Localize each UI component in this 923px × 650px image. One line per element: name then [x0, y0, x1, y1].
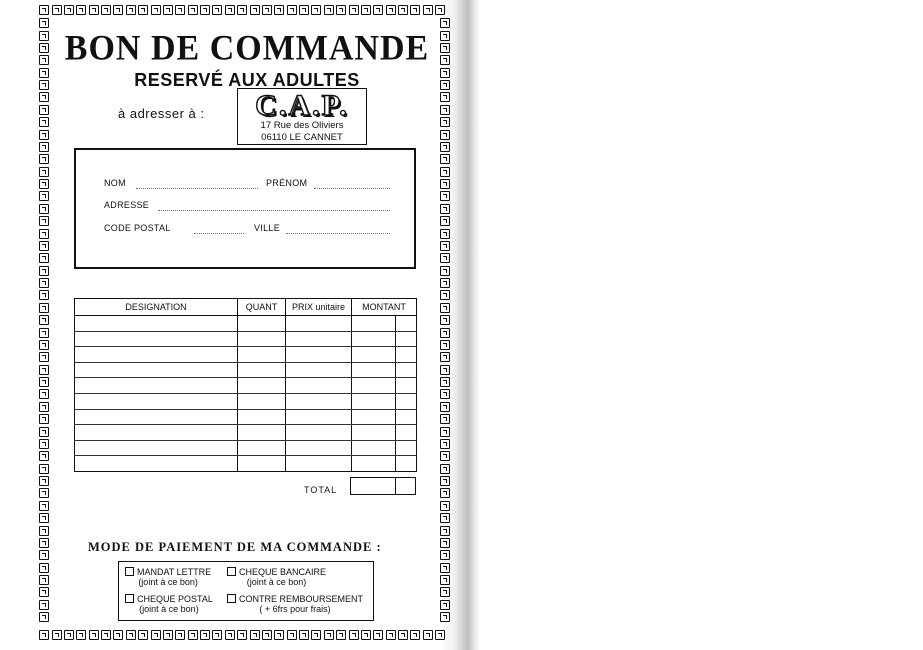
border-square-icon	[274, 5, 284, 15]
table-cell[interactable]	[352, 378, 396, 394]
border-square-icon	[435, 630, 445, 640]
border-square-icon	[274, 630, 284, 640]
order-form-sheet	[38, 0, 456, 650]
table-cell[interactable]	[286, 378, 352, 394]
table-cell[interactable]	[396, 456, 417, 472]
border-square-icon	[423, 630, 433, 640]
border-square-icon	[440, 204, 450, 214]
border-square-icon	[175, 630, 185, 640]
table-row	[75, 425, 417, 441]
border-square-icon	[39, 328, 49, 338]
border-square-icon	[39, 365, 49, 375]
payment-options-box	[118, 561, 374, 621]
border-square-icon	[39, 513, 49, 523]
border-square-icon	[386, 5, 396, 15]
table-cell[interactable]	[286, 362, 352, 378]
border-square-icon	[386, 630, 396, 640]
border-square-icon	[39, 526, 49, 536]
border-square-icon	[440, 414, 450, 424]
table-cell[interactable]	[352, 362, 396, 378]
border-square-icon	[39, 587, 49, 597]
border-square-icon	[39, 575, 49, 585]
field-line-prenom[interactable]	[314, 188, 390, 189]
border-square-icon	[39, 501, 49, 511]
field-label-nom: NOM	[104, 178, 126, 188]
border-square-icon	[440, 216, 450, 226]
table-cell[interactable]	[396, 393, 417, 409]
field-label-prenom: PRÉNOM	[266, 178, 308, 188]
border-square-icon	[126, 5, 136, 15]
border-square-icon	[101, 5, 111, 15]
checkbox-icon[interactable]	[227, 594, 236, 603]
field-line-adresse[interactable]	[158, 210, 390, 211]
address-label: à adresser à :	[118, 106, 205, 121]
border-square-icon	[440, 501, 450, 511]
border-square-icon	[39, 154, 49, 164]
border-square-icon	[440, 464, 450, 474]
border-square-icon	[250, 630, 260, 640]
border-square-icon	[440, 377, 450, 387]
border-square-icon	[39, 402, 49, 412]
field-line-ville[interactable]	[286, 233, 390, 234]
border-square-icon	[311, 5, 321, 15]
table-cell[interactable]	[396, 378, 417, 394]
border-square-icon	[299, 5, 309, 15]
border-square-icon	[39, 315, 49, 325]
border-square-icon	[39, 229, 49, 239]
border-square-icon	[64, 5, 74, 15]
field-label-ville: VILLE	[254, 223, 281, 233]
border-square-icon	[39, 290, 49, 300]
payment-option-contre-remboursement[interactable]: CONTRE REMBOURSEMENT ( + 6frs pour frais)	[227, 594, 363, 614]
border-square-icon	[287, 5, 297, 15]
table-cell[interactable]	[75, 409, 238, 425]
border-square-icon	[39, 303, 49, 313]
border-square-icon	[440, 117, 450, 127]
checkbox-icon[interactable]	[125, 594, 134, 603]
border-square-icon	[373, 630, 383, 640]
border-square-icon	[324, 630, 334, 640]
border-square-icon	[440, 476, 450, 486]
border-square-icon	[440, 241, 450, 251]
table-cell[interactable]	[352, 347, 396, 363]
border-square-icon	[39, 538, 49, 548]
border-square-icon	[163, 630, 173, 640]
border-square-icon	[287, 630, 297, 640]
border-square-icon	[64, 630, 74, 640]
table-cell[interactable]	[286, 331, 352, 347]
table-cell[interactable]	[396, 316, 417, 332]
border-square-icon	[175, 5, 185, 15]
decorative-border-left	[38, 17, 50, 623]
border-square-icon	[440, 179, 450, 189]
border-square-icon	[311, 630, 321, 640]
table-cell[interactable]	[396, 362, 417, 378]
table-cell[interactable]	[352, 409, 396, 425]
table-cell[interactable]	[396, 440, 417, 456]
border-square-icon	[39, 105, 49, 115]
border-square-icon	[237, 630, 247, 640]
table-cell[interactable]	[75, 347, 238, 363]
border-square-icon	[440, 154, 450, 164]
company-city: 06110 LE CANNET	[261, 132, 343, 143]
form-subtitle: RESERVÉ AUX ADULTES	[134, 70, 360, 90]
border-square-icon	[410, 630, 420, 640]
border-square-icon	[101, 630, 111, 640]
border-square-icon	[39, 414, 49, 424]
table-cell[interactable]	[396, 425, 417, 441]
payment-option-cheque-bancaire[interactable]: CHEQUE BANCAIRE (joint à ce bon)	[227, 567, 326, 587]
field-label-adresse: ADRESSE	[104, 200, 150, 210]
field-label-code-postal: CODE POSTAL	[104, 223, 171, 233]
border-square-icon	[39, 352, 49, 362]
border-square-icon	[440, 439, 450, 449]
border-square-icon	[39, 451, 49, 461]
border-square-icon	[212, 630, 222, 640]
border-square-icon	[52, 5, 62, 15]
border-square-icon	[440, 451, 450, 461]
field-line-code-postal[interactable]	[194, 233, 244, 234]
border-square-icon	[262, 5, 272, 15]
border-square-icon	[89, 5, 99, 15]
border-square-icon	[440, 488, 450, 498]
table-cell[interactable]	[75, 316, 238, 332]
payment-option-mandat[interactable]: MANDAT LETTRE (joint à ce bon)	[125, 567, 211, 587]
border-square-icon	[39, 142, 49, 152]
border-square-icon	[440, 587, 450, 597]
table-cell[interactable]	[238, 362, 286, 378]
border-square-icon	[440, 575, 450, 585]
table-cell[interactable]	[286, 440, 352, 456]
table-cell[interactable]	[286, 456, 352, 472]
table-cell[interactable]	[286, 347, 352, 363]
table-cell[interactable]	[396, 331, 417, 347]
border-square-icon	[188, 5, 198, 15]
total-amount-box[interactable]	[350, 477, 416, 495]
border-square-icon	[188, 630, 198, 640]
border-square-icon	[440, 526, 450, 536]
border-square-icon	[440, 340, 450, 350]
border-square-icon	[39, 191, 49, 201]
table-cell[interactable]	[352, 331, 396, 347]
border-square-icon	[225, 630, 235, 640]
border-square-icon	[440, 538, 450, 548]
table-row	[75, 316, 417, 332]
border-square-icon	[440, 130, 450, 140]
table-cell[interactable]	[396, 347, 417, 363]
table-row	[75, 456, 417, 472]
border-square-icon	[440, 142, 450, 152]
border-square-icon	[440, 167, 450, 177]
border-square-icon	[212, 5, 222, 15]
company-street: 17 Rue des Oliviers	[260, 120, 344, 131]
border-square-icon	[39, 204, 49, 214]
border-square-icon	[324, 5, 334, 15]
border-square-icon	[39, 18, 49, 28]
table-cell[interactable]	[75, 393, 238, 409]
border-square-icon	[373, 5, 383, 15]
border-square-icon	[39, 377, 49, 387]
border-square-icon	[39, 439, 49, 449]
border-square-icon	[39, 389, 49, 399]
table-cell[interactable]	[238, 347, 286, 363]
header-montant: MONTANT	[352, 299, 417, 316]
border-square-icon	[440, 92, 450, 102]
border-square-icon	[39, 476, 49, 486]
border-square-icon	[440, 191, 450, 201]
border-square-icon	[440, 18, 450, 28]
field-line-nom[interactable]	[136, 188, 258, 189]
border-square-icon	[39, 92, 49, 102]
table-row	[75, 362, 417, 378]
table-cell[interactable]	[75, 362, 238, 378]
border-square-icon	[138, 5, 148, 15]
table-cell[interactable]	[352, 425, 396, 441]
table-row	[75, 393, 417, 409]
border-square-icon	[398, 630, 408, 640]
border-square-icon	[151, 5, 161, 15]
border-square-icon	[225, 5, 235, 15]
border-square-icon	[126, 630, 136, 640]
table-cell[interactable]	[238, 378, 286, 394]
border-square-icon	[440, 427, 450, 437]
table-row	[75, 331, 417, 347]
border-square-icon	[336, 5, 346, 15]
total-label: TOTAL	[304, 485, 338, 495]
checkbox-icon[interactable]	[125, 567, 134, 576]
table-cell[interactable]	[75, 456, 238, 472]
table-cell[interactable]	[238, 393, 286, 409]
border-square-icon	[39, 340, 49, 350]
border-square-icon	[39, 216, 49, 226]
border-square-icon	[299, 630, 309, 640]
table-cell[interactable]	[238, 425, 286, 441]
decorative-border-bottom	[38, 629, 446, 641]
table-cell[interactable]	[238, 316, 286, 332]
border-square-icon	[39, 550, 49, 560]
border-square-icon	[361, 5, 371, 15]
table-cell[interactable]	[352, 393, 396, 409]
border-square-icon	[39, 266, 49, 276]
border-square-icon	[440, 328, 450, 338]
border-square-icon	[440, 266, 450, 276]
table-cell[interactable]	[238, 331, 286, 347]
table-cell[interactable]	[396, 409, 417, 425]
border-square-icon	[440, 352, 450, 362]
border-square-icon	[440, 365, 450, 375]
table-cell[interactable]	[75, 425, 238, 441]
border-square-icon	[39, 179, 49, 189]
border-square-icon	[440, 303, 450, 313]
border-square-icon	[138, 630, 148, 640]
border-square-icon	[113, 5, 123, 15]
company-logo: C.A.P.	[255, 89, 349, 122]
table-row	[75, 378, 417, 394]
border-square-icon	[440, 513, 450, 523]
header-quant: QUANT	[238, 299, 286, 316]
border-square-icon	[39, 464, 49, 474]
checkbox-icon[interactable]	[227, 567, 236, 576]
decorative-border-top	[38, 4, 446, 16]
border-square-icon	[151, 630, 161, 640]
border-square-icon	[39, 427, 49, 437]
table-cell[interactable]	[286, 425, 352, 441]
customer-info-box	[74, 148, 416, 269]
border-square-icon	[39, 563, 49, 573]
border-square-icon	[440, 229, 450, 239]
table-row	[75, 347, 417, 363]
border-square-icon	[76, 630, 86, 640]
table-cell[interactable]	[286, 393, 352, 409]
border-square-icon	[39, 117, 49, 127]
border-square-icon	[440, 105, 450, 115]
border-square-icon	[440, 278, 450, 288]
table-cell[interactable]	[286, 409, 352, 425]
border-square-icon	[349, 5, 359, 15]
payment-option-cheque-postal[interactable]: CHEQUE POSTAL (joint à ce bon)	[125, 594, 213, 614]
table-row	[75, 409, 417, 425]
form-title: BON DE COMMANDE	[64, 29, 430, 68]
border-square-icon	[39, 630, 49, 640]
border-square-icon	[39, 5, 49, 15]
table-cell[interactable]	[75, 331, 238, 347]
border-square-icon	[361, 630, 371, 640]
table-cell[interactable]	[352, 440, 396, 456]
header-prix-unitaire: PRIX unitaire	[286, 299, 352, 316]
border-square-icon	[440, 600, 450, 610]
border-square-icon	[39, 612, 49, 622]
border-square-icon	[398, 5, 408, 15]
border-square-icon	[237, 5, 247, 15]
border-square-icon	[39, 488, 49, 498]
decorative-border-right	[439, 17, 451, 623]
border-square-icon	[440, 315, 450, 325]
border-square-icon	[163, 5, 173, 15]
border-square-icon	[39, 253, 49, 263]
border-square-icon	[349, 630, 359, 640]
border-square-icon	[336, 630, 346, 640]
table-cell[interactable]	[352, 316, 396, 332]
table-cell[interactable]	[286, 316, 352, 332]
table-row	[75, 440, 417, 456]
header-designation: DESIGNATION	[75, 299, 238, 316]
table-cell[interactable]	[238, 409, 286, 425]
table-cell[interactable]	[75, 440, 238, 456]
border-square-icon	[435, 5, 445, 15]
border-square-icon	[440, 389, 450, 399]
border-square-icon	[440, 253, 450, 263]
border-square-icon	[200, 630, 210, 640]
border-square-icon	[250, 5, 260, 15]
border-square-icon	[39, 278, 49, 288]
border-square-icon	[440, 550, 450, 560]
border-square-icon	[89, 630, 99, 640]
order-table	[74, 298, 417, 472]
border-square-icon	[39, 130, 49, 140]
table-cell[interactable]	[238, 456, 286, 472]
border-square-icon	[200, 5, 210, 15]
table-cell[interactable]	[75, 378, 238, 394]
border-square-icon	[423, 5, 433, 15]
border-square-icon	[440, 563, 450, 573]
border-square-icon	[440, 612, 450, 622]
border-square-icon	[39, 167, 49, 177]
border-square-icon	[39, 600, 49, 610]
payment-title: MODE DE PAIEMENT DE MA COMMANDE :	[88, 540, 382, 554]
border-square-icon	[410, 5, 420, 15]
border-square-icon	[113, 630, 123, 640]
border-square-icon	[440, 402, 450, 412]
border-square-icon	[76, 5, 86, 15]
border-square-icon	[52, 630, 62, 640]
table-cell[interactable]	[238, 440, 286, 456]
border-square-icon	[440, 290, 450, 300]
company-address-box	[237, 88, 367, 145]
table-cell[interactable]	[352, 456, 396, 472]
border-square-icon	[39, 241, 49, 251]
border-square-icon	[262, 630, 272, 640]
